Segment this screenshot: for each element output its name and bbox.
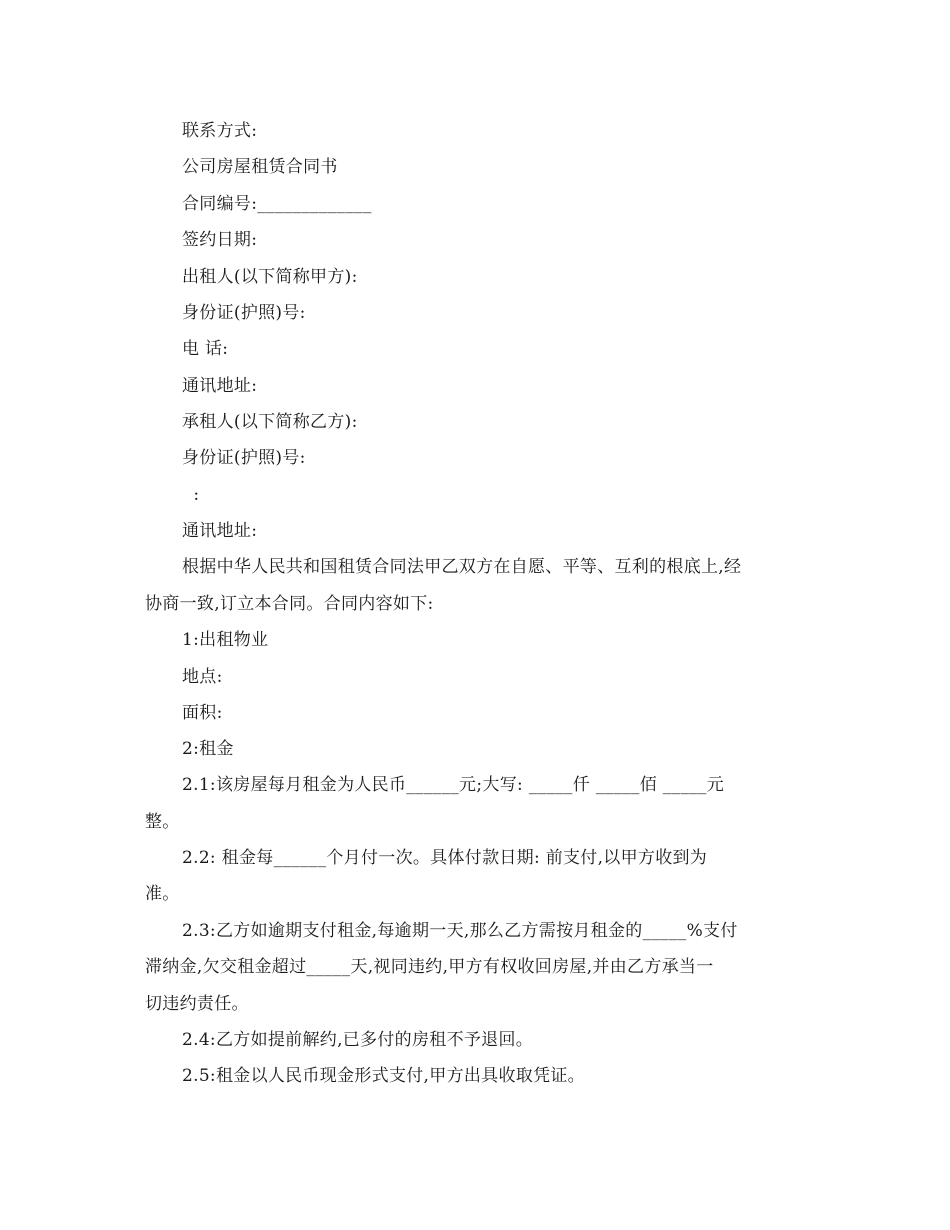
contract-number-line: 合同编号:_____________ <box>182 194 372 214</box>
lessee-line: 承租人(以下简称乙方): <box>182 412 358 432</box>
lessor-line: 出租人(以下简称甲方): <box>182 267 358 287</box>
clause-2-2: 2.2: 租金每______个月付一次。具体付款日期: 前支付,以甲方收到为 <box>182 848 708 868</box>
lessee-id-line: 身份证(护照)号: <box>182 448 306 468</box>
clause-2-1: 2.1:该房屋每月租金为人民币______元;大写: _____仟 _____佰 _____元 <box>182 775 725 795</box>
section-2-heading: 2:租金 <box>182 739 234 759</box>
clause-2-4: 2.4:乙方如提前解约,已多付的房租不予退回。 <box>182 1030 534 1050</box>
contact-method-line: 联系方式: <box>182 121 258 141</box>
clause-2-3-cont: 滞纳金,欠交租金超过_____天,视同违约,甲方有权收回房屋,并由乙方承当一 <box>145 957 714 977</box>
signing-date-line: 签约日期: <box>182 230 258 250</box>
lessor-address-line: 通讯地址: <box>182 376 258 396</box>
clause-2-5: 2.5:租金以人民币现金形式支付,甲方出具收取凭证。 <box>182 1066 585 1086</box>
lessor-id-line: 身份证(护照)号: <box>182 303 306 323</box>
clause-2-3-cont-2: 切违约责任。 <box>145 994 249 1014</box>
lessee-phone-line: : <box>182 485 200 505</box>
preamble-paragraph: 根据中华人民共和国租赁合同法甲乙双方在自愿、平等、互利的根底上,经 <box>182 557 742 577</box>
lessor-phone-line: 电 话: <box>182 339 229 359</box>
area-line: 面积: <box>182 703 223 723</box>
clause-2-2-cont: 准。 <box>145 884 180 904</box>
clause-2-1-cont: 整。 <box>145 812 180 832</box>
preamble-paragraph-cont: 协商一致,订立本合同。合同内容如下: <box>145 594 434 614</box>
lessee-address-line: 通讯地址: <box>182 521 258 541</box>
document-title: 公司房屋租赁合同书 <box>182 157 338 177</box>
section-1-heading: 1:出租物业 <box>182 630 269 650</box>
location-line: 地点: <box>182 667 223 687</box>
clause-2-3: 2.3:乙方如逾期支付租金,每逾期一天,那么乙方需按月租金的_____%支付 <box>182 921 738 941</box>
